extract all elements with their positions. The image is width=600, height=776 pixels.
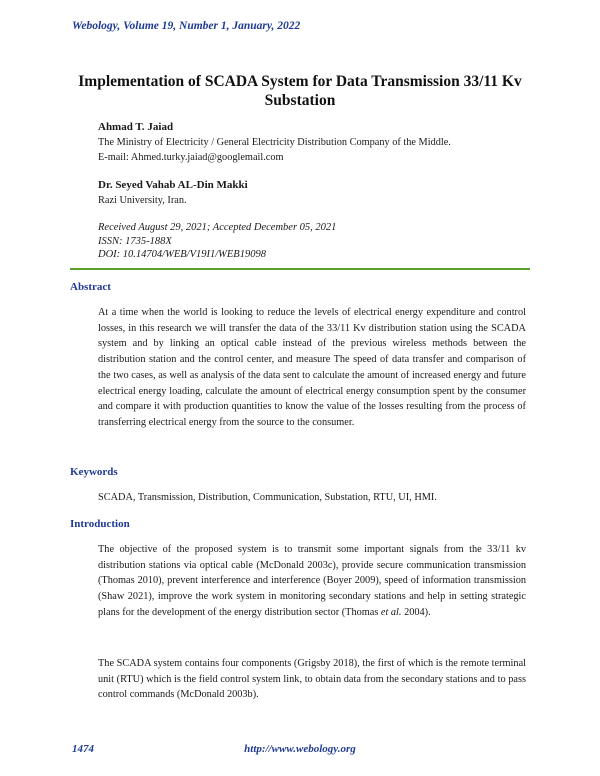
abstract-heading: Abstract bbox=[70, 281, 111, 293]
received-dates: Received August 29, 2021; Accepted December 05, 2021 bbox=[98, 222, 337, 233]
abstract-text: At a time when the world is looking to reduce the levels of electrical energy expenditure and control losses, in this research we will transfer the data of the 33/11 Kv distribution station using the SCADA system and by linking an optical cable instead of the previous wireless methods between the distribution station and the control center, and measure The speed of data transfer and comparison of the two cases, as well as analysis of the data sent to calculate the amount of increased energy and future electrical energy loading, calculate the amount of electrical energy consumption spent by the consumer and compare it with production quantities to know the value of the losses resulting from the process of transferring electrical energy from the source to the consumer. bbox=[98, 307, 526, 428]
introduction-paragraph-1 bbox=[98, 542, 526, 621]
intro-text-end: 2004). bbox=[401, 606, 431, 618]
author-name: Dr. Seyed Vahab AL-Din Makki bbox=[98, 179, 248, 191]
author-name: Ahmad T. Jaiad bbox=[98, 121, 174, 133]
doi: DOI: 10.14704/WEB/V19I1/WEB19098 bbox=[98, 249, 266, 260]
keywords-heading: Keywords bbox=[70, 466, 118, 478]
author-block-1 bbox=[98, 120, 451, 165]
keywords-text: SCADA, Transmission, Distribution, Communication, Substation, RTU, UI, HMI. bbox=[98, 492, 437, 503]
intro-et-al: et al. bbox=[380, 606, 402, 618]
issn: ISSN: 1735-188X bbox=[98, 235, 172, 247]
section-divider bbox=[70, 268, 530, 270]
footer-url[interactable]: http://www.webology.org bbox=[244, 743, 356, 755]
intro-text: The objective of the proposed system is to transmit some important signals from the 33/11 kv distribution stations via optical cable (McDonald 2003c), provide secure communication transmission (Thomas 2010), prevent interference and interference (Boyer 2009), speed of information transmission (Shaw 2021), improve the work system in monitoring secondary stations and help in setting strategic plans for the development of the energy distribution sector (Thomas bbox=[98, 544, 526, 618]
introduction-heading: Introduction bbox=[70, 518, 130, 530]
page-number: 1474 bbox=[72, 743, 94, 755]
introduction-paragraph-2: The SCADA system contains four components (Grigsby 2018), the first of which is the remote terminal unit (RTU) which is the field control system link, to obtain data from the secondary stations and to pass control commands (McDonald 2003b). bbox=[98, 658, 526, 701]
paper-title: Implementation of SCADA System for Data Transmission 33/11 Kv Substation bbox=[78, 73, 522, 109]
author-affiliation: Razi University, Iran. bbox=[98, 195, 187, 206]
publication-meta bbox=[98, 221, 336, 262]
author-affiliation: The Ministry of Electricity / General Electricity Distribution Company of the Middle. bbox=[98, 137, 451, 148]
author-email: E-mail: Ahmed.turky.jaiad@googlemail.com bbox=[98, 152, 284, 163]
journal-header: Webology, Volume 19, Number 1, January, 2022 bbox=[72, 20, 301, 32]
author-block-2 bbox=[98, 178, 248, 208]
